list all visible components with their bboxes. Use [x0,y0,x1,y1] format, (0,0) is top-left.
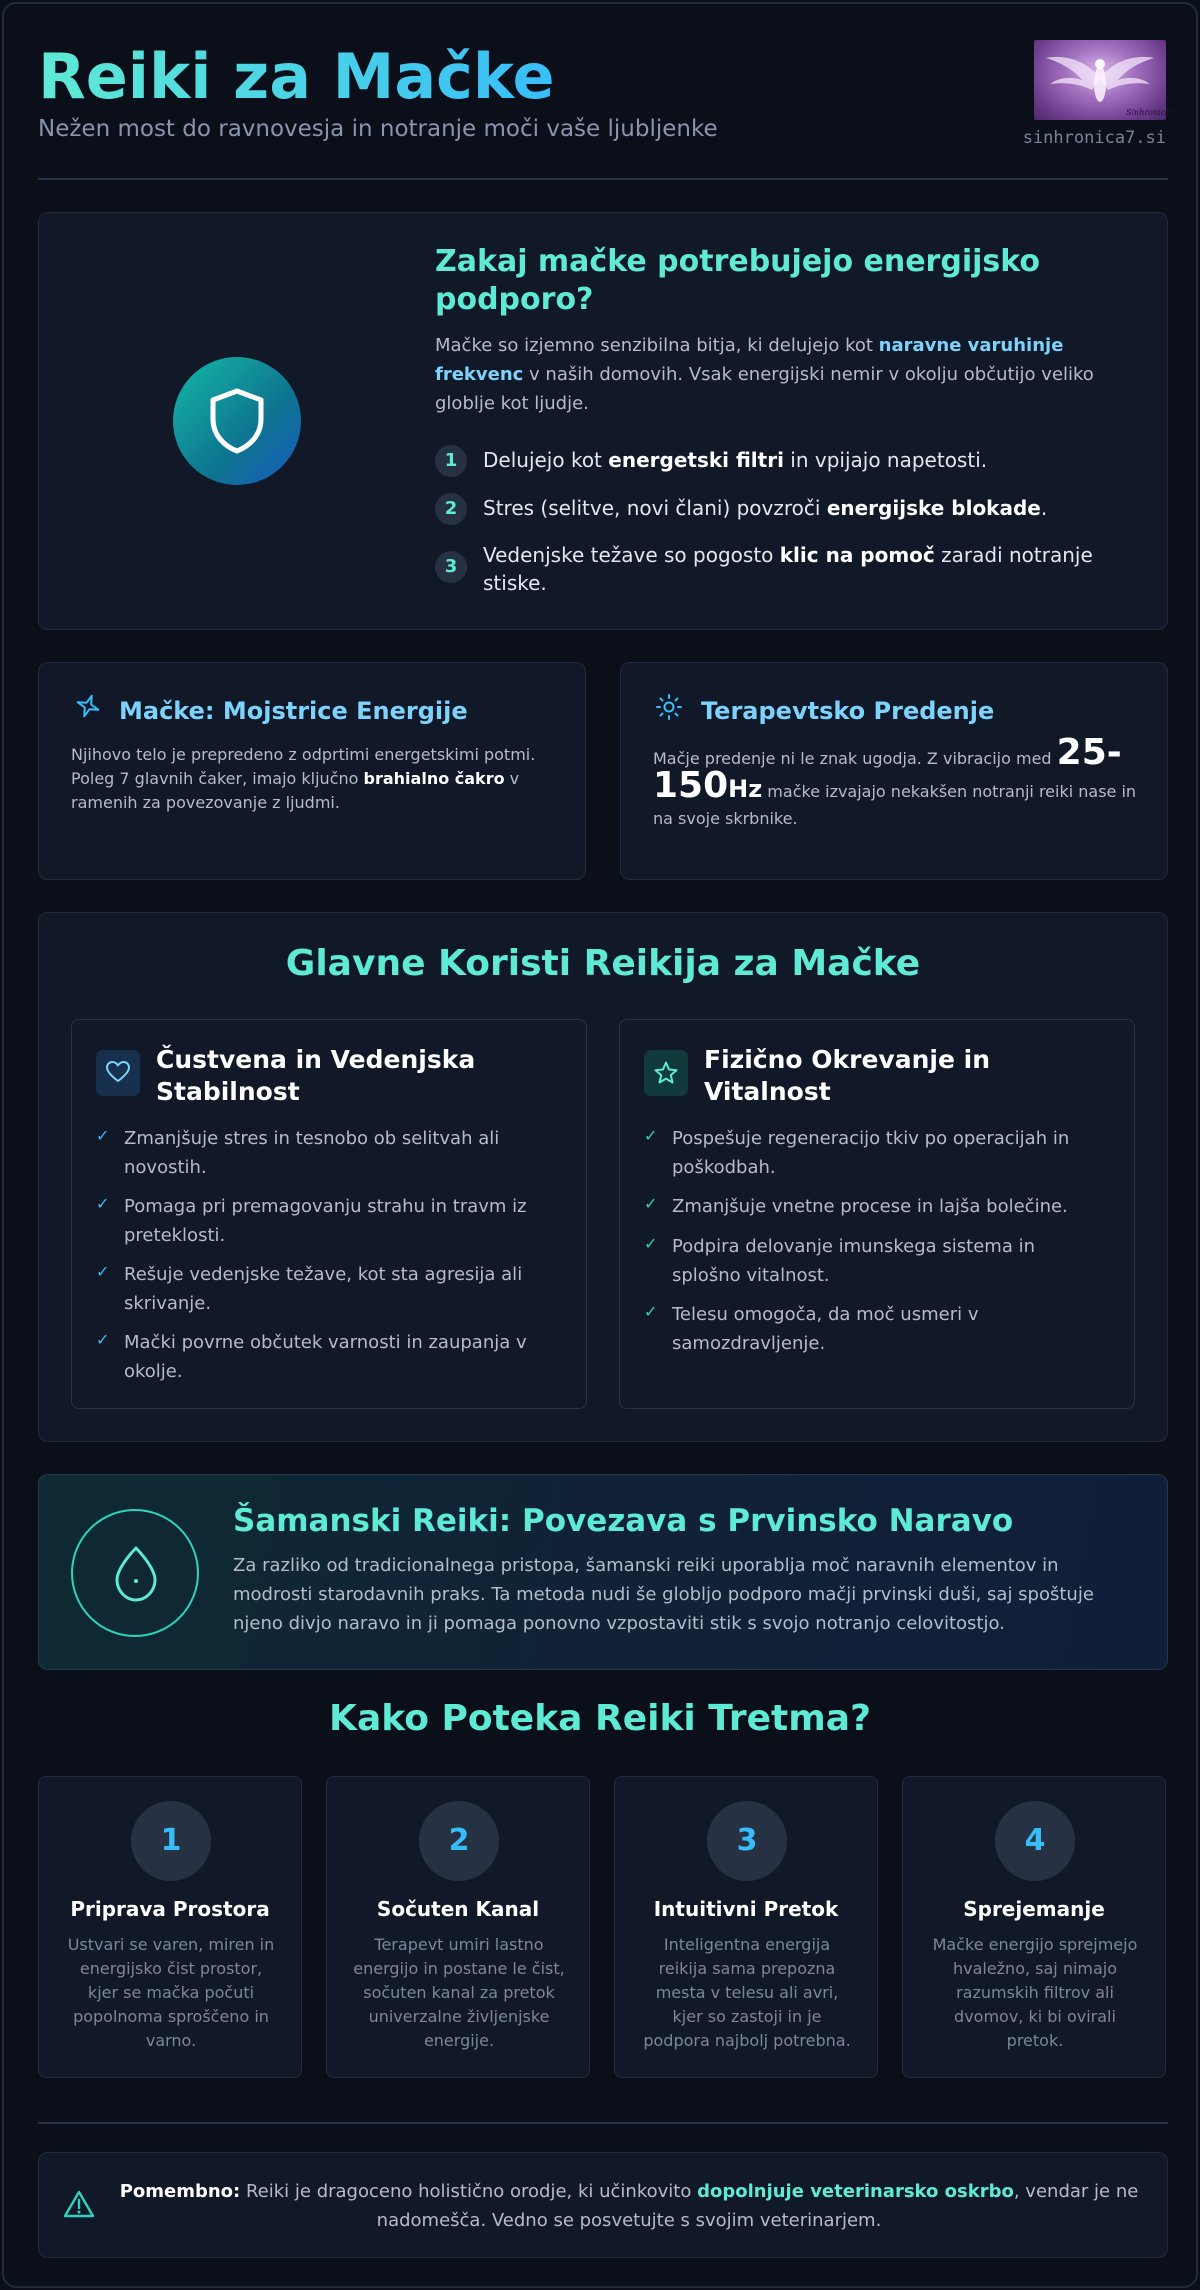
drop-badge [71,1509,199,1637]
step-title: Priprava Prostora [70,1897,270,1921]
point-number: 2 [435,493,467,525]
intro-paragraph: Mačke so izjemno senzibilna bitja, ki delujejo kot naravne varuhinje frekvenc v naših domovih. Vsak energijski nemir v okolju občutijo veliko globlje kot ljudje. [435,335,1094,414]
page-title: Reiki za Mačke [38,40,555,113]
check-icon: ✓ [96,1194,110,1213]
step-number: 3 [707,1801,787,1881]
benefits-title: Glavne Koristi Reikija za Mačke [285,943,921,984]
check-icon: ✓ [644,1234,658,1253]
check-icon: ✓ [96,1330,110,1349]
check-icon: ✓ [644,1194,658,1213]
benefit-icon-box [644,1050,688,1096]
benefit-item-text: Pospešuje regeneracijo tkiv po operacijah in poškodbah. [672,1128,1070,1178]
step-title: Sprejemanje [963,1897,1105,1921]
step-text: Inteligentna energija reikija sama prepozna mesta v telesu ali avri, kjer so zastoji in je podpora najbolj potrebna. [643,1935,851,2050]
intro-highlight: naravne varuhinje frekvenc [435,335,1064,385]
masters-card [38,662,586,880]
step-number: 1 [131,1801,211,1881]
benefit-title: Fizično Okrevanje in Vitalnost [704,1045,990,1106]
sun-icon [655,693,683,721]
purring-title: Terapevtsko Predenje [701,697,995,725]
step-text: Mačke energijo sprejmejo hvaležno, saj nimajo razumskih filtrov ali dvomov, ki bi ovirali pretok. [932,1935,1138,2050]
benefit-card-emotional [71,1019,587,1409]
page-subtitle: Nežen most do ravnovesja in notranje moči vaše ljubljenke [38,116,718,142]
check-icon: ✓ [96,1126,110,1145]
purring-card [620,662,1168,880]
intro-heading: Zakaj mačke potrebujejo energijsko podporo? [435,244,1041,317]
process-title: Kako Poteka Reiki Tretma? [329,1698,871,1739]
check-icon: ✓ [96,1262,110,1281]
check-icon: ✓ [644,1126,658,1145]
benefit-item-text: Podpira delovanje imunskega sistema in splošno vitalnost. [672,1236,1035,1286]
step-title: Intuitivni Pretok [653,1897,839,1921]
shamanic-text: Za razliko od tradicionalnega pristopa, šamanski reiki uporablja moč naravnih elementov in modrosti starodavnih praks. Ta metoda nudi še globljo podporo mačji prvinski duši, saj spoštuje njeno divjo naravo in ji pomaga ponovno vzpostaviti stik s svojo notranjo celovitostjo. [233,1555,1094,1634]
notice-label: Pomembno: [119,2181,241,2202]
drop-icon [113,1545,159,1603]
footer-divider [38,2122,1168,2124]
step-title: Sočuten Kanal [376,1897,540,1921]
process-step [38,1776,302,2078]
benefit-item-text: Telesu omogoča, da moč usmeri v samozdravljenje. [672,1304,979,1354]
page-frame [2,2,1198,2288]
shamanic-banner [38,1474,1168,1670]
step-number: 2 [419,1801,499,1881]
benefit-item-text: Pomaga pri premagovanju strahu in travm iz preteklosti. [124,1196,527,1246]
intro-card [38,212,1168,630]
benefit-item-text: Mački povrne občutek varnosti in zaupanja v okolje. [124,1332,527,1382]
shield-icon [209,387,265,455]
notice-text: Pomembno: Reiki je dragoceno holistično orodje, ki učinkovito dopolnjuje veterinarsko oskrbo, vendar je ne nadomešča. Vedno se posvetujte s svojim veterinarjem. [119,2181,1139,2231]
frequency-unit: Hz [728,775,763,803]
notice-box [38,2152,1168,2258]
shamanic-title: Šamanski Reiki: Povezava s Prvinsko Naravo [233,1503,1014,1539]
benefit-title: Čustvena in Vedenjska Stabilnost [156,1045,476,1106]
process-step [614,1776,878,2078]
step-text: Terapevt umiri lastno energijo in postane le čist, sočuten kanal za pretok univerzalne življenjske energije. [353,1935,565,2050]
benefit-item-text: Rešuje vedenjske težave, kot sta agresija ali skrivanje. [124,1264,523,1314]
purring-paragraph: Mačje predenje ni le znak ugodja. Z vibracijo med 25-150Hz mačke izvajajo nekakšen notranji reiki nase in na svoje skrbnike. [653,732,1137,828]
heart-icon [106,1061,130,1083]
star-icon [654,1061,678,1085]
process-step [902,1776,1166,2078]
step-number: 4 [995,1801,1075,1881]
benefit-card-physical [619,1019,1135,1409]
logo-signature: Sinhronica7 [1126,108,1176,117]
sparkles-icon [75,693,101,719]
point-text: Delujejo kot energetski filtri in vpijajo napetosti. [483,448,988,472]
logo-image [1034,40,1176,120]
benefit-icon-box [96,1050,140,1096]
frequency-value: 25-150 [653,732,1122,806]
header-divider [38,178,1168,180]
step-text: Ustvari se varen, miren in energijsko čist prostor, kjer se mačka počuti popolnoma sproščeno in varno. [67,1935,275,2050]
point-number: 3 [435,551,467,583]
site-url[interactable]: sinhronica7.si [1022,128,1166,148]
warning-icon [63,2189,95,2219]
benefit-item-text: Zmanjšuje stres in tesnobo ob selitvah ali novostih. [124,1128,500,1178]
shield-badge [173,357,301,485]
benefits-section [38,912,1168,1442]
process-step [326,1776,590,2078]
masters-title: Mačke: Mojstrice Energije [119,697,468,725]
check-icon: ✓ [644,1302,658,1321]
masters-paragraph: Njihovo telo je prepredeno z odprtimi energetskimi potmi. Poleg 7 glavnih čaker, imajo ključno brahialno čakro v ramenih za povezovanje z ljudmi. [71,745,536,812]
benefit-item-text: Zmanjšuje vnetne procese in lajša bolečine. [672,1196,1068,1217]
point-text: Stres (selitve, novi člani) povzroči energijske blokade. [483,496,1048,520]
notice-highlight: dopolnjuje veterinarsko oskrbo [697,2181,1014,2202]
point-text: Vedenjske težave so pogosto klic na pomoč zaradi notranje stiske. [483,543,1093,595]
point-number: 1 [435,445,467,477]
